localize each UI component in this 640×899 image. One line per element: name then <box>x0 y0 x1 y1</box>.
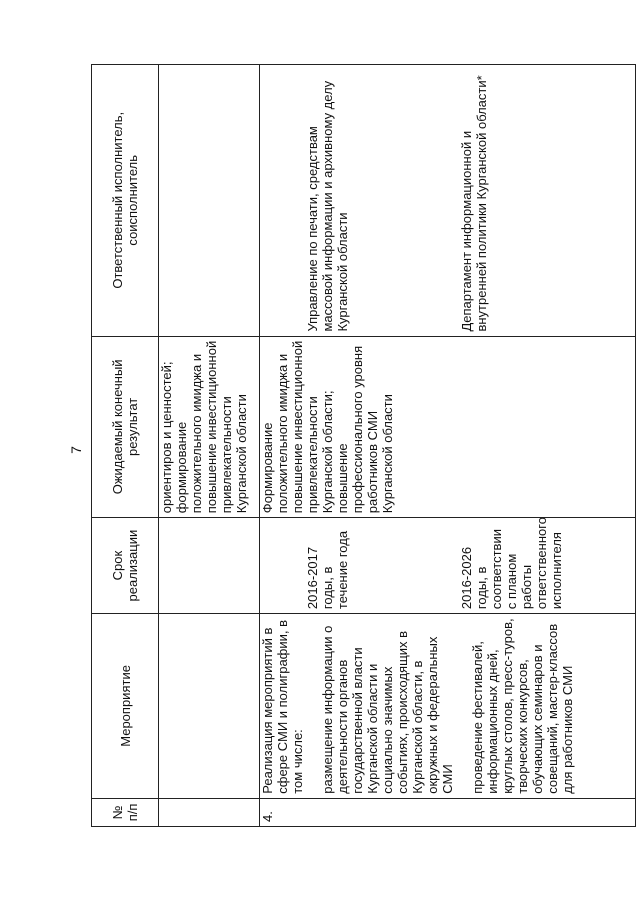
header-num: № п/п <box>92 798 159 826</box>
row2-executor-sub1: Управление по печати, средствам массовой информации и архивному делу Курганской области <box>305 80 350 332</box>
row2-event <box>260 614 636 799</box>
row2-event-title: Реализация мероприятий в сфере СМИ и полиграфии, в том числе: <box>260 619 305 794</box>
table-row <box>260 65 636 827</box>
table-row <box>159 65 260 827</box>
page-number: 7 <box>68 446 84 454</box>
row1-num <box>159 798 260 826</box>
row2-event-spacer <box>455 618 470 794</box>
row2-event-spacer <box>305 618 320 794</box>
row2-executor <box>260 65 636 337</box>
row2-result: Формирование положительного имиджа и повышение инвестиционной привлекательности Курганской области; повышение профессионального уровня работников СМИ Курганской области <box>260 336 636 518</box>
table-header-row <box>92 65 159 827</box>
row2-num: 4. <box>260 798 636 826</box>
row1-period <box>159 518 260 614</box>
row2-period-sub1: 2016-2017 годы, в течение года <box>305 530 350 610</box>
header-executor: Ответственный исполнитель, соисполнитель <box>92 65 159 337</box>
row1-event <box>159 614 260 799</box>
row2-period-sub2: 2016-2026 годы, в соответствии с планом работы ответственного исполнителя <box>459 517 564 610</box>
header-period: Срок реализации <box>92 518 159 614</box>
row2-period <box>260 518 636 614</box>
header-result: Ожидаемый конечный результат <box>92 336 159 518</box>
row2-event-sub2: проведение фестивалей, информационных дней, круглых столов, пресс-туров, творческих конкурсов, обучающих семинаров и совещаний, мастер-классов для работников СМИ <box>470 618 575 794</box>
row2-executor-sub2: Департамент информационной и внутренней политики Курганской области* <box>459 75 489 332</box>
plan-table <box>91 64 636 827</box>
row2-period-spacer <box>260 522 305 609</box>
row1-executor <box>159 65 260 337</box>
row2-event-sub1: размещение информации о деятельности органов государственной власти Курганской области и социально значимых событиях, происходящих в Курганской области, в окружных и федеральных СМИ <box>320 625 455 794</box>
row2-executor-spacer <box>260 69 305 332</box>
header-event: Мероприятие <box>92 614 159 799</box>
rotated-table-container <box>91 64 636 827</box>
row1-result: ориентиров и ценностей; формирование положительного имиджа и повышение инвестиционной привлекательности Курганской области <box>159 336 260 518</box>
